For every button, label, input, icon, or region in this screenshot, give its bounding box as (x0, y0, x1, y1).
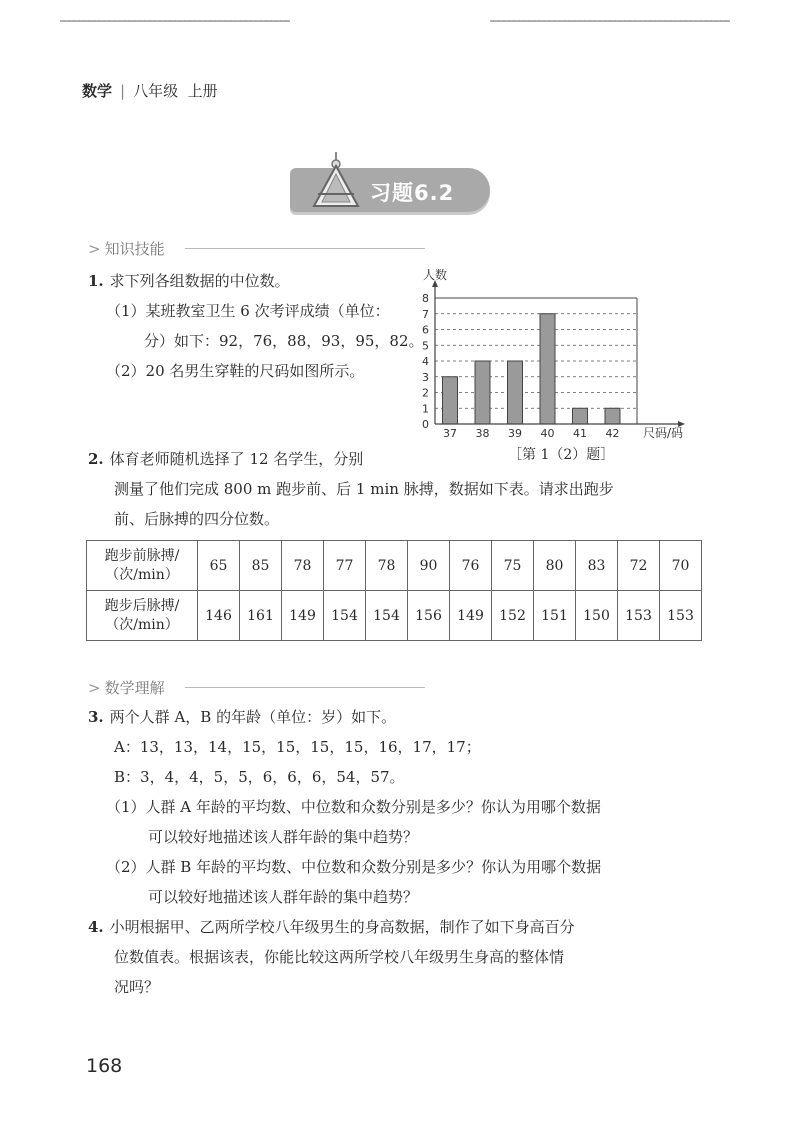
q1-stem (88, 266, 290, 296)
banner-right-line (490, 20, 730, 22)
y-tick-label: 0 (422, 418, 429, 431)
y-tick-labels (422, 292, 429, 431)
chart-caption: ［第 1（2）题］ (508, 447, 615, 463)
q4-line2: 位数值表。根据该表，你能比较这两所学校八年级男生身高的整体情 (114, 948, 565, 966)
table-cell: 83 (576, 541, 618, 591)
x-tick-label: 42 (605, 427, 620, 440)
header-before-line1: 跑步前脉搏/ (104, 547, 180, 564)
chart-grid (435, 314, 637, 409)
q1-text: 求下列各组数据的中位数。 (109, 272, 290, 290)
x-tick-label: 41 (573, 427, 587, 440)
q4-line1 (88, 912, 575, 942)
table-cell: 154 (324, 591, 366, 641)
q1-part1-line1: （1）某班教室卫生 6 次考评成绩（单位： (106, 302, 390, 320)
table-cell: 152 (492, 591, 534, 641)
q1-part1-line2: 分）如下：92，76，88，93，95，82。 (144, 332, 424, 350)
header-grade: 八年级 (133, 82, 179, 100)
q3-part2-line1: （2）人群 B 年龄的平均数、中位数和众数分别是多少？你认为用哪个数据 (106, 858, 602, 876)
y-tick-label: 4 (422, 355, 429, 368)
bar-39 (508, 361, 523, 424)
q3-group-b: B：3，4，4，5，5，6，6，6，54，57。 (114, 768, 405, 786)
y-tick-label: 8 (422, 292, 429, 305)
q4-number: 4. (88, 918, 104, 936)
section-understanding-title: 数学理解 (104, 679, 165, 697)
q3-stem (88, 702, 396, 732)
q3-group-a: A：13，13，14，15，15，15，15，16，17，17； (114, 738, 481, 756)
bar-41 (573, 408, 588, 424)
header-subject: 数学 (82, 82, 113, 100)
x-tick-label: 39 (508, 427, 522, 440)
y-tick-label: 6 (422, 323, 429, 337)
q4-text-line1: 小明根据甲、乙两所学校八年级男生的身高数据，制作了如下身高百分 (109, 918, 575, 936)
q1-part2: （2）20 名男生穿鞋的尺码如图所示。 (106, 362, 365, 380)
q2-line1 (88, 444, 363, 474)
exercise-banner (290, 168, 490, 214)
chart-bars (443, 314, 621, 424)
table-cell: 72 (618, 541, 660, 591)
section-math-understanding (88, 677, 165, 698)
table-cell: 153 (618, 591, 660, 641)
x-tick-label: 40 (540, 427, 555, 440)
x-tick-labels (443, 427, 620, 440)
q2-line3: 前、后脉搏的四分位数。 (114, 510, 280, 528)
header-separator: | (120, 82, 126, 100)
table-header-after (87, 591, 198, 641)
header-volume: 上册 (187, 82, 218, 100)
section-divider (185, 687, 425, 688)
table-cell: 76 (450, 541, 492, 591)
q3-number: 3. (88, 708, 104, 726)
section-knowledge-title: 知识技能 (104, 240, 165, 258)
table-cell: 149 (282, 591, 324, 641)
page-header (82, 80, 218, 101)
table-row-after (87, 591, 702, 641)
table-cell: 150 (576, 591, 618, 641)
table-cell: 154 (366, 591, 408, 641)
table-cell: 146 (198, 591, 240, 641)
bar-40 (540, 314, 555, 424)
chevron-right-icon: > (88, 679, 101, 697)
table-cell: 151 (534, 591, 576, 641)
banner-left-line (60, 20, 290, 22)
y-tick-label: 2 (422, 386, 429, 400)
pulse-table (86, 540, 702, 641)
page-number: 168 (86, 1055, 123, 1077)
x-axis-label: 尺码/码 (643, 426, 684, 440)
table-cell: 149 (450, 591, 492, 641)
header-after-line2: （次/min） (105, 616, 179, 633)
q2-line2: 测量了他们完成 800 m 跑步前、后 1 min 脉搏，数据如下表。请求出跑步 (114, 480, 614, 498)
q4-line3: 况吗？ (114, 978, 160, 996)
y-tick-label: 7 (422, 307, 429, 321)
q2-number: 2. (88, 450, 104, 468)
compass-icon (308, 150, 364, 212)
q2-text-line1: 体育老师随机选择了 12 名学生，分别 (109, 450, 364, 468)
q3-part1-line2: 可以较好地描述该人群年龄的集中趋势？ (148, 828, 419, 846)
section-knowledge-skills (88, 238, 165, 259)
table-cell: 70 (660, 541, 702, 591)
y-tick-label: 1 (422, 402, 429, 416)
q3-text: 两个人群 A，B 的年龄（单位：岁）如下。 (109, 708, 397, 726)
q3-part1-line1: （1）人群 A 年龄的平均数、中位数和众数分别是多少？你认为用哪个数据 (106, 798, 601, 816)
chevron-right-icon: > (88, 240, 101, 258)
y-tick-label: 5 (422, 339, 429, 353)
table-cell: 161 (240, 591, 282, 641)
y-axis-label: 人数 (423, 268, 448, 282)
header-after-line1: 跑步后脉搏/ (104, 597, 180, 614)
shoe-size-bar-chart (405, 262, 695, 444)
table-cell: 78 (282, 541, 324, 591)
table-cell: 153 (660, 591, 702, 641)
q1-number: 1. (88, 272, 104, 290)
table-cell: 75 (492, 541, 534, 591)
q3-part2-line2: 可以较好地描述该人群年龄的集中趋势？ (148, 888, 419, 906)
y-tick-label: 3 (422, 370, 429, 384)
table-cell: 65 (198, 541, 240, 591)
table-cell: 78 (366, 541, 408, 591)
table-cell: 156 (408, 591, 450, 641)
table-cell: 80 (534, 541, 576, 591)
x-tick-label: 38 (475, 427, 490, 440)
x-tick-label: 37 (443, 427, 457, 440)
chart-axes (432, 280, 685, 427)
table-cell: 85 (240, 541, 282, 591)
bar-38 (475, 361, 490, 424)
banner-title: 习题6.2 (370, 181, 455, 205)
table-cell: 90 (408, 541, 450, 591)
table-row-before (87, 541, 702, 591)
header-before-line2: （次/min） (105, 566, 179, 583)
section-divider (185, 248, 425, 249)
bar-42 (605, 408, 620, 424)
bar-37 (443, 377, 458, 424)
table-header-before (87, 541, 198, 591)
table-cell: 77 (324, 541, 366, 591)
